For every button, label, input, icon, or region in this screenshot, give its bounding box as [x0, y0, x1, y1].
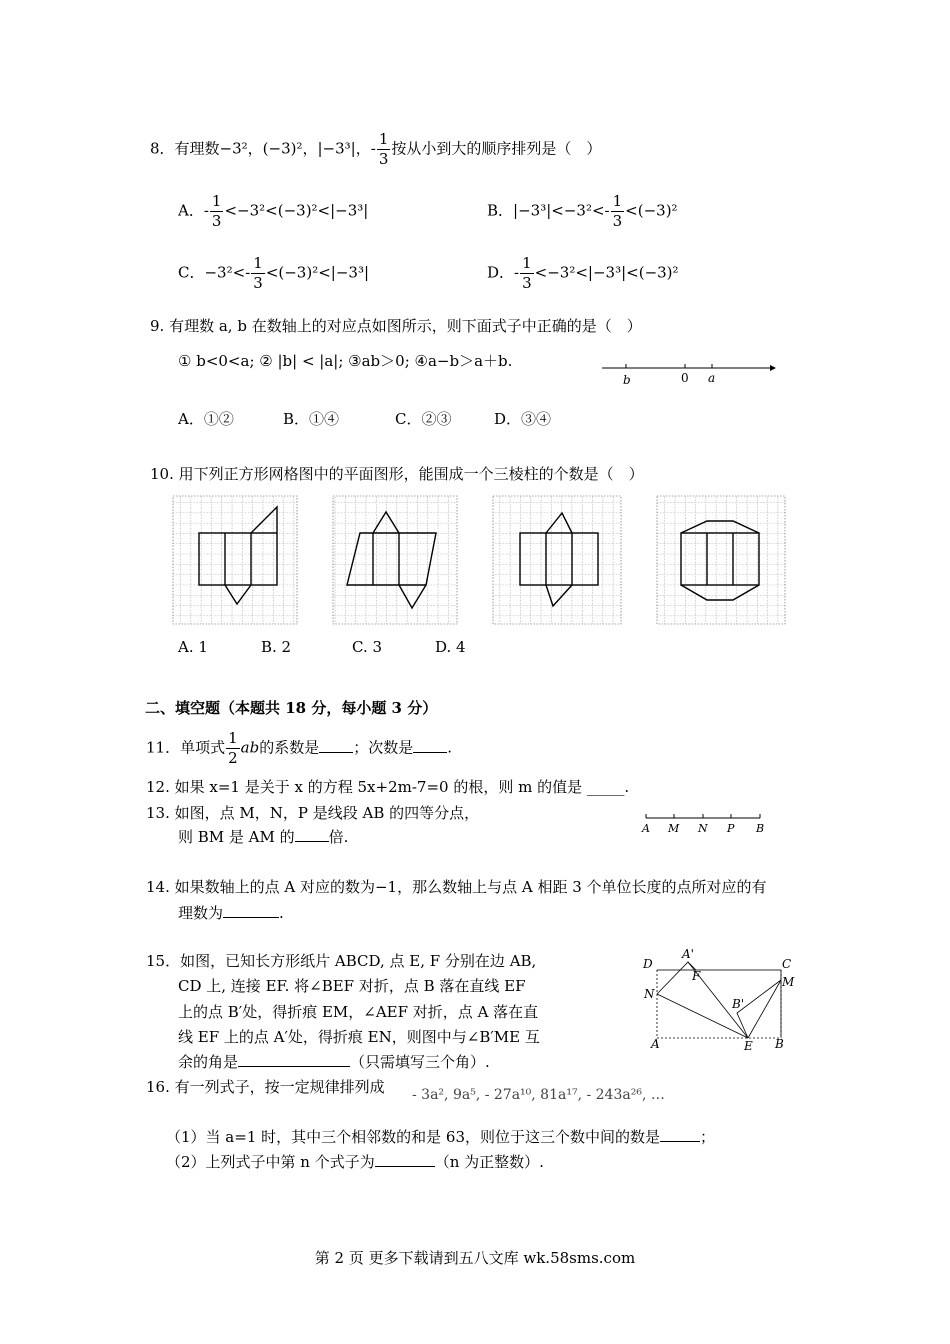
- q8-option-c: C．−3²<- $\frac{1}{3}$ <(−3)²<|−3³|: [178, 254, 370, 292]
- q10-stem: 10. 用下列正方形网格图中的平面图形，能围成一个三棱柱的个数是（ ）: [150, 465, 644, 483]
- q16-part1: （1）当 a=1 时，其中三个相邻数的和是 63，则位于这三个数中间的数是 ；: [166, 1128, 716, 1146]
- q8-option-d: D．- $\frac{1}{3}$ <−3²<|−3³|<(−3)²: [487, 254, 679, 292]
- fig-label-m: M: [782, 975, 795, 989]
- grid-figure-2: [333, 496, 457, 624]
- segment-label-a: A: [642, 822, 650, 835]
- q15-line2: CD 上, 连接 EF. 将∠BEF 对折，点 B 落在直线 EF: [178, 977, 526, 995]
- q9-statements: ① b<0<a; ② |b| < |a|; ③ab＞0; ④a−b＞a＋b.: [178, 352, 513, 370]
- grid-figure-1: [173, 496, 297, 624]
- numberline-label-zero: 0: [681, 371, 689, 385]
- q10-option-c: C. 3: [352, 638, 383, 656]
- q15-line3: 上的点 B′处，得折痕 EM，∠AEF 对折，点 A 落在直: [178, 1003, 539, 1021]
- q9-option-c: C．②③: [395, 410, 452, 428]
- q16-sequence: - 3a², 9a⁵, - 27a¹⁰, 81a¹⁷, - 243a²⁶, …: [412, 1087, 665, 1103]
- q14-line2: 理数为 .: [178, 904, 284, 922]
- q15-line4: 线 EF 上的点 A′处，得折痕 EN，则图中与∠B′ME 互: [178, 1028, 540, 1046]
- q10-grid-figures: [170, 492, 790, 632]
- q9-number-line: [598, 360, 778, 390]
- q10-option-a: A. 1: [178, 638, 208, 656]
- grid-figure-3: [493, 496, 621, 624]
- numberline-label-b: b: [623, 373, 631, 387]
- segment-label-b: B: [756, 822, 765, 835]
- q16-stem: 16. 有一列式子，按一定规律排列成: [146, 1078, 385, 1096]
- q9-option-b: B．①④: [283, 410, 340, 428]
- fig-label-a-prime: A': [682, 947, 694, 961]
- fig-label-e: E: [744, 1039, 753, 1052]
- segment-label-m: M: [668, 822, 680, 835]
- fig-label-b: B: [775, 1037, 784, 1051]
- grid-figure-4: [657, 496, 785, 624]
- q13-line2: 则 BM 是 AM 的 倍.: [178, 828, 349, 846]
- page-footer: 第 2 页 更多下载请到五八文库 wk.58sms.com: [314, 1249, 636, 1267]
- q13-segment: [638, 810, 768, 838]
- q8-option-a: A．- $\frac{1}{3}$ <−3²<(−3)²<|−3³|: [178, 192, 369, 230]
- fig-label-f: F: [692, 969, 701, 983]
- q10-option-d: D. 4: [435, 638, 466, 656]
- fig-label-c: C: [782, 957, 792, 971]
- q15-line5: 余的角是 （只需填写三个角）.: [178, 1053, 490, 1071]
- fig-label-d: D: [643, 957, 653, 971]
- numberline-label-a: a: [708, 371, 716, 385]
- q10-option-b: B. 2: [261, 638, 292, 656]
- q13-line1: 13. 如图，点 M，N，P 是线段 AB 的四等分点，: [146, 804, 480, 822]
- q15-line1: 15．如图，已知长方形纸片 ABCD, 点 E, F 分别在边 AB,: [146, 952, 537, 970]
- q9-stem: 9. 有理数 a, b 在数轴上的对应点如图所示，则下面式子中正确的是（ ）: [150, 317, 642, 335]
- q14-line1: 14. 如果数轴上的点 A 对应的数为−1，那么数轴上与点 A 相距 3 个单位长度的点所对应的有: [146, 878, 767, 896]
- q15-figure: [640, 944, 800, 1052]
- fig-label-a: A: [651, 1037, 660, 1051]
- section-title: 二、填空题（本题共 18 分，每小题 3 分）: [145, 699, 438, 717]
- fig-label-b-prime: B': [732, 997, 745, 1011]
- q11: 11．单项式 $\frac{1}{2}$ ab的系数是 ；次数是 .: [146, 729, 452, 767]
- q12: 12. 如果 x=1 是关于 x 的方程 5x+2m-7=0 的根，则 m 的值是 _____.: [146, 778, 630, 796]
- q9-option-a: A．①②: [178, 410, 234, 428]
- segment-label-n: N: [698, 822, 708, 835]
- q8-option-b: B．|−3³|<−3²<- $\frac{1}{3}$ <(−3)²: [487, 192, 678, 230]
- fig-label-n: N: [644, 987, 655, 1001]
- segment-label-p: P: [727, 822, 735, 835]
- q16-part2: （2）上列式子中第 n 个式子为 （n 为正整数）.: [166, 1153, 544, 1171]
- q8-stem: 8．有理数−3²，(−3)²，|−3³|，- $\frac{1}{3}$ 按从小到大的顺序排列是（ ）: [150, 130, 602, 168]
- q9-option-d: D．③④: [494, 410, 552, 428]
